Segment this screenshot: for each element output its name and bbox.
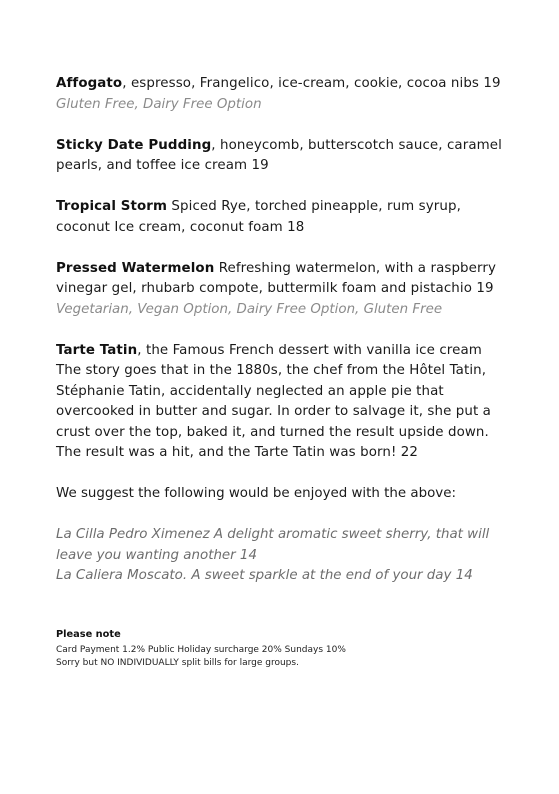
dietary-note: Gluten Free, Dairy Free Option bbox=[56, 96, 262, 112]
footer-title: Please note bbox=[56, 629, 121, 640]
menu-item-description-cont: pearls, and toffee ice cream 19 bbox=[56, 158, 269, 173]
menu-item-name: Tarte Tatin bbox=[56, 342, 138, 358]
dietary-note: Vegetarian, Vegan Option, Dairy Free Option, Gluten Free bbox=[56, 301, 443, 317]
menu-item-story: crust over the top, baked it, and turned the result upside down. bbox=[56, 424, 489, 440]
wine-pairing-pedro-ximenez-cont: leave you wanting another 14 bbox=[56, 547, 257, 563]
menu-item-description-cont: coconut Ice cream, coconut foam 18 bbox=[56, 219, 305, 235]
footer-notice bbox=[56, 628, 526, 670]
menu-item-story: The result was a hit, and the Tarte Tatin was born! 22 bbox=[56, 445, 419, 460]
split-bill-notice: Sorry but NO INDIVIDUALLY split bills for large groups. bbox=[56, 658, 299, 668]
wine-pairing-moscato: La Caliera Moscato. A sweet sparkle at the end of your day 14 bbox=[56, 568, 473, 583]
dessert-menu bbox=[56, 74, 526, 587]
menu-item-tarte-tatin bbox=[56, 341, 526, 362]
menu-item-sticky-date-pudding bbox=[56, 136, 526, 157]
menu-item-name: Tropical Storm bbox=[56, 199, 168, 214]
menu-item-pressed-watermelon bbox=[56, 259, 526, 280]
menu-item-name: Affogato bbox=[56, 76, 123, 91]
pairing-suggestion: We suggest the following would be enjoyed with the above: bbox=[56, 486, 456, 501]
menu-item-tropical-storm bbox=[56, 197, 526, 218]
menu-item-affogato bbox=[56, 74, 526, 95]
menu-item-description: Spiced Rye, torched pineapple, rum syrup, bbox=[167, 199, 461, 214]
menu-item-name: Pressed Watermelon bbox=[56, 260, 215, 276]
menu-item-story: overcooked in butter and sugar. In order to salvage it, she put a bbox=[56, 404, 491, 419]
menu-item-description: , the Famous French dessert with vanilla ice cream bbox=[137, 342, 482, 358]
surcharge-notice: Card Payment 1.2% Public Holiday surcharge 20% Sundays 10% bbox=[56, 645, 346, 655]
menu-item-description: , honeycomb, butterscotch sauce, caramel bbox=[211, 137, 502, 153]
menu-item-description: , espresso, Frangelico, ice-cream, cookie, cocoa nibs 19 bbox=[122, 76, 501, 91]
menu-item-story: Stéphanie Tatin, accidentally neglected an apple pie that bbox=[56, 383, 444, 399]
menu-item-name: Sticky Date Pudding bbox=[56, 137, 212, 153]
menu-item-description: Refreshing watermelon, with a raspberry bbox=[214, 260, 496, 276]
wine-pairing-pedro-ximenez: La Cilla Pedro Ximenez A delight aromatic sweet sherry, that will bbox=[56, 527, 490, 542]
menu-item-description-cont: vinegar gel, rhubarb compote, buttermilk foam and pistachio 19 bbox=[56, 281, 494, 296]
menu-item-story: The story goes that in the 1880s, the chef from the Hôtel Tatin, bbox=[56, 363, 487, 378]
